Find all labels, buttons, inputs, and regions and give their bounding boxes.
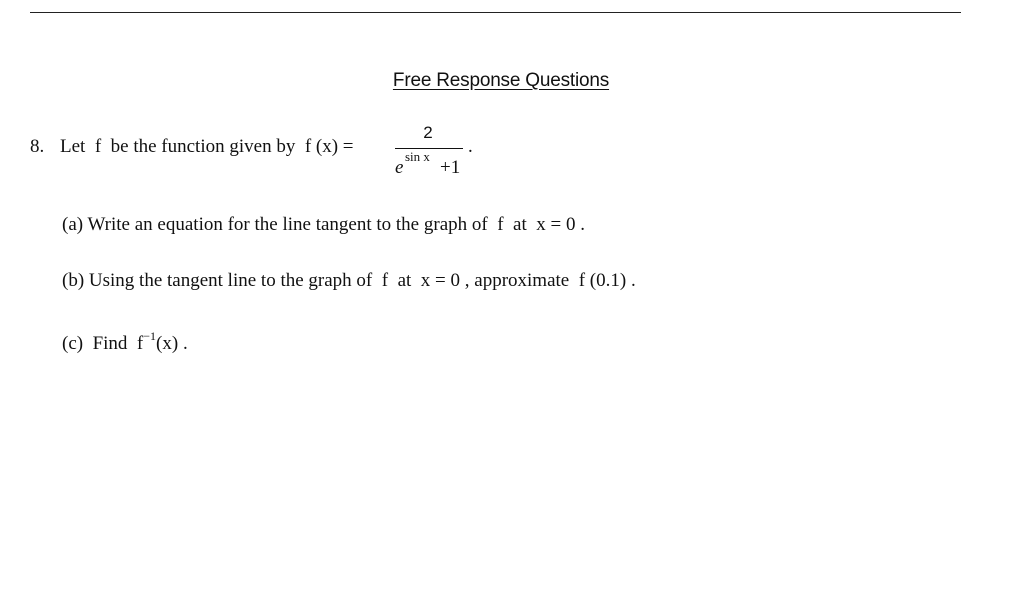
denominator-exponent: sin x [405,149,430,164]
question-lead-text: Let f be the function given by f (x) = [60,136,354,157]
section-title: Free Response Questions [392,70,610,91]
denominator-plus-one: +1 [440,157,461,178]
question-trailing-period: . [468,136,473,157]
part-b: (b) Using the tangent line to the graph of f at x = 0 , approximate f (0.1) . [62,270,636,291]
part-a: (a) Write an equation for the line tangent to the graph of f at x = 0 . [62,214,585,235]
part-c-exponent: −1 [143,329,157,343]
fraction-numerator: 2 [423,123,433,142]
top-rule [30,12,961,13]
part-c-suffix: (x) . [156,333,188,354]
denominator-base: e [395,157,404,178]
part-c-prefix: (c) Find f [62,333,144,354]
question-8 [30,121,730,181]
question-number: 8. [30,136,45,157]
function-fraction [393,121,465,181]
part-c [62,329,188,355]
